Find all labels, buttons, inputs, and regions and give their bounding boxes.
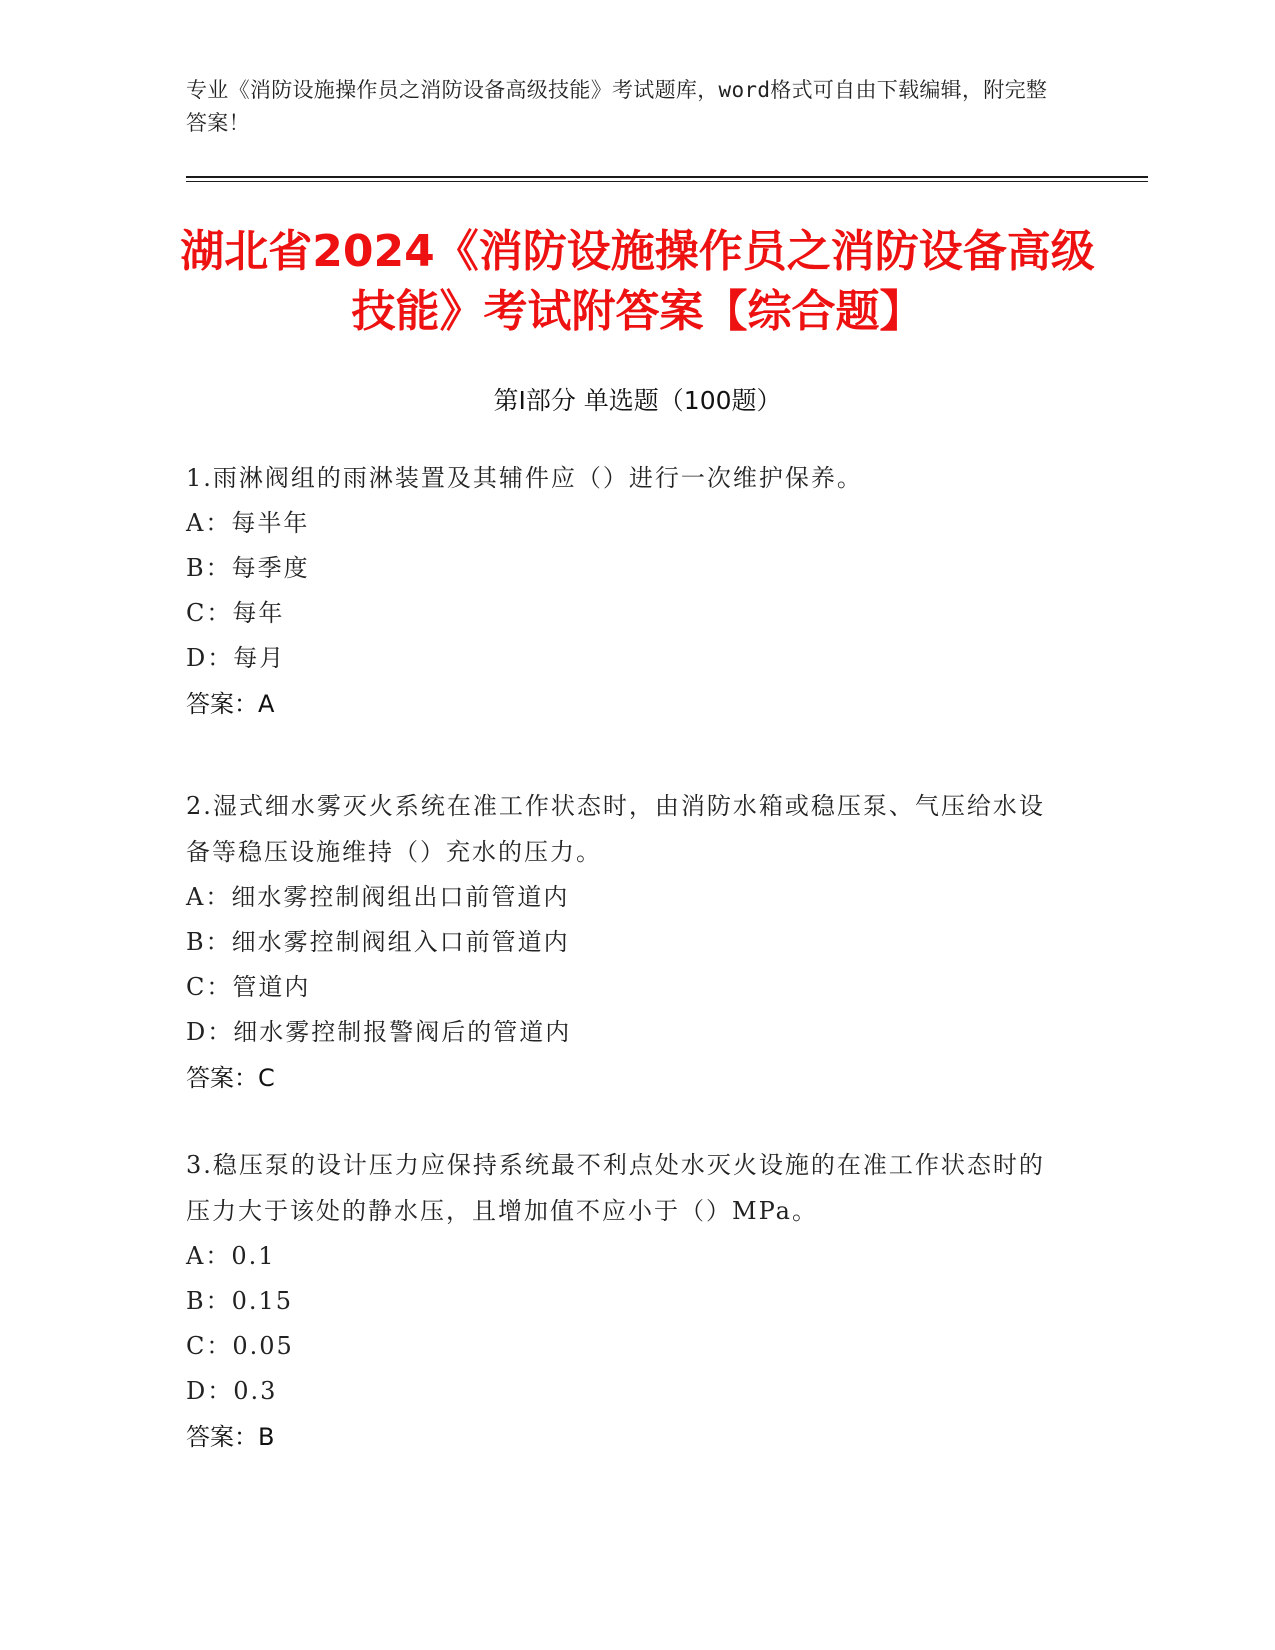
- option-c: C：每年: [186, 599, 285, 627]
- header-rule-thick: [186, 176, 1148, 178]
- question-stem: 1.雨淋阀组的雨淋装置及其辅件应（）进行一次维护保养。: [186, 464, 863, 492]
- option-a: A：细水雾控制阀组出口前管道内: [186, 883, 570, 911]
- option-a: A：0.1: [186, 1242, 276, 1270]
- option-d: D：0.3: [186, 1377, 278, 1405]
- question-3: [186, 1142, 1066, 1460]
- option-c: C：管道内: [186, 973, 311, 1001]
- option-b: B：细水雾控制阀组入口前管道内: [186, 928, 570, 956]
- question-stem: 3.稳压泵的设计压力应保持系统最不利点处水灭火设施的在准工作状态时的压力大于该处的静水压，且增加值不应小于（）MPa。: [186, 1151, 1045, 1225]
- answer: 答案：B: [186, 1423, 275, 1451]
- question-2: [186, 783, 1066, 1101]
- option-a: A：每半年: [186, 509, 310, 537]
- option-b: B：0.15: [186, 1287, 294, 1315]
- option-b: B：每季度: [186, 554, 310, 582]
- section-title: 第Ⅰ部分 单选题（100题）: [493, 386, 782, 415]
- question-stem: 2.湿式细水雾灭火系统在准工作状态时，由消防水箱或稳压泵、气压给水设备等稳压设施维持（）充水的压力。: [186, 792, 1045, 866]
- question-1: [186, 455, 1066, 727]
- option-d: D：每月: [186, 644, 286, 672]
- answer: 答案：C: [186, 1064, 275, 1092]
- option-c: C：0.05: [186, 1332, 294, 1360]
- header-note: 专业《消防设施操作员之消防设备高级技能》考试题库，word格式可自由下载编辑，附完整答案！: [186, 78, 1048, 135]
- document-title: 湖北省2024《消防设施操作员之消防设备高级技能》考试附答案【综合题】: [180, 226, 1095, 337]
- answer: 答案：A: [186, 690, 275, 718]
- header-rule-thin: [186, 181, 1148, 182]
- option-d: D：细水雾控制报警阀后的管道内: [186, 1018, 572, 1046]
